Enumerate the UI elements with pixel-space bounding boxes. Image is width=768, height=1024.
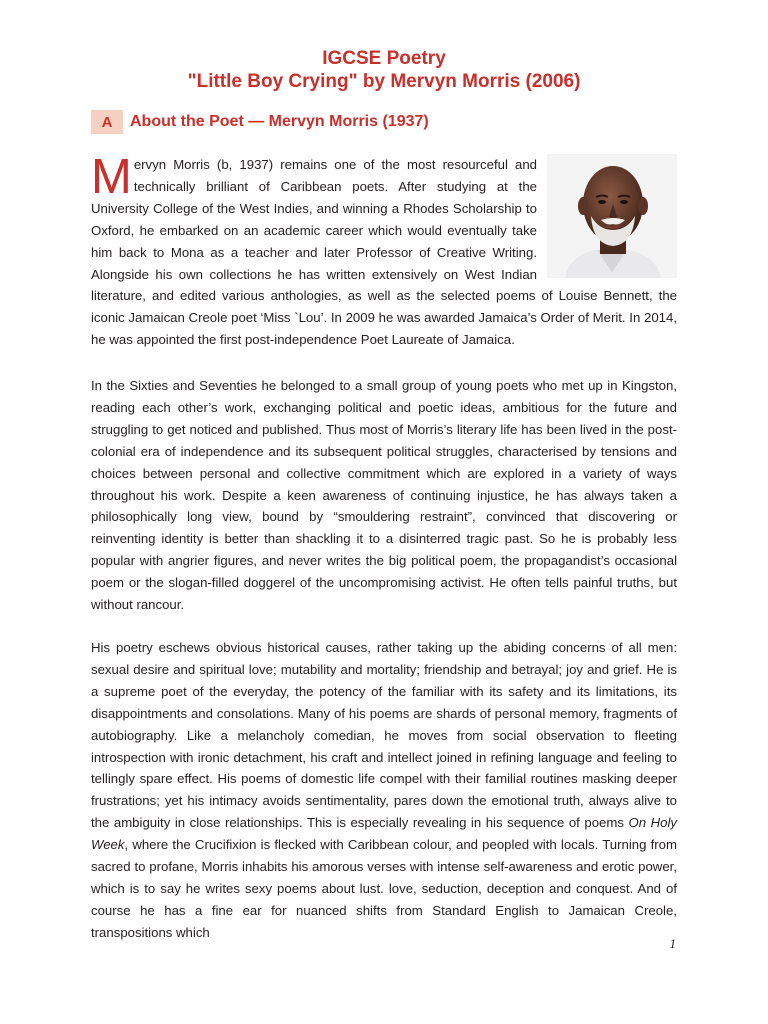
paragraph-biography-text: ervyn Morris (b, 1937) remains one of the most resourceful and technically brilliant of Caribbean poets. After studying at the University College of the West Indies, and winning a Rhodes Scholarship to Oxford, he embarked on an academic career which would eventually take him back to Mona as a teacher and later Professor of Creative Writing. Alongside his own collections he has written extensively on West Indian literature, and edited various anthologies, as well as the selected poems of Louise Bennett, the iconic Jamaican Creole poet ‘Miss `Lou’. In 2009 he was awarded Jamaica’s Order of Merit. In 2014, he was appointed the first post-independence Poet Laureate of Jamaica. xyxy=(91,157,677,348)
paragraph-themes-text-end: , where the Crucifixion is flecked with Caribbean colour, and peopled with locals. Turning from sacred to profane, Morris inhabits his amorous verses with intense self-awareness and erotic power, which is to say he writes sexy poems about lust. love, seduction, deception and conquest. And of course he has a fine ear for nuanced shifts from Standard English to Jamaican Creole, transpositions which xyxy=(91,837,677,940)
section-badge: A xyxy=(91,110,123,134)
document-title: IGCSE Poetry xyxy=(322,48,446,69)
paragraph-poetic-themes xyxy=(91,637,677,944)
paragraph-political-context: In the Sixties and Seventies he belonged to a small group of young poets who met up in Kingston, reading each other’s work, exchanging political and poetic ideas, ambitious for the future and struggling to get noticed and published. Thus most of Morris’s literary life has been lived in the post-colonial era of independence and its subsequent political struggles, characterised by tensions and choices between personal and collective commitment which are explored in a variety of ways throughout his work. Despite a keen awareness of continuing injustice, he has always taken a philosophically long view, bound by “smouldering restraint”, convinced that discovering or reinventing identity is better than shackling it to a disinterred tragic past. So he is probably less popular with angrier figures, and never writes the big political poem, the propagandist’s occasional poem or the slogan-filled doggerel of the uncompromising activist. He often tells painful truths, but without rancour. xyxy=(91,378,677,613)
poet-portrait-photo xyxy=(547,154,677,278)
section-heading xyxy=(91,110,429,134)
paragraph-biography xyxy=(91,150,677,351)
section-title: About the Poet — Mervyn Morris (1937) xyxy=(130,113,429,130)
portrait-illustration xyxy=(547,154,677,278)
document-subtitle: "Little Boy Crying" by Mervyn Morris (2006) xyxy=(187,71,581,92)
paragraph-themes-text-start: His poetry eschews obvious historical causes, rather taking up the abiding concerns of all men: sexual desire and spiritual love; mutability and mortality; friendship and betrayal; joy and grief. He is a supreme poet of the everyday, the potency of the familiar with its safety and its limitations, its disappointments and consolations. Many of his poems are shards of personal memory, fragments of autobiography. Like a melancholy comedian, he moves from social observation to fleeting introspection with ironic detachment, his craft and intellect joined in refining language and feeling to tellingly spare effect. His poems of domestic life compel with their familial routines masking deeper frustrations; yet his intimacy avoids sentimentality, pares down the emotional truth, always alive to the ambiguity in close relationships. This is especially revealing in his sequence of poems xyxy=(91,640,677,831)
page-number: 1 xyxy=(669,936,676,951)
page-header xyxy=(0,47,768,93)
book-title-italic: On Holy Week xyxy=(91,815,677,853)
drop-cap-letter: M xyxy=(91,150,132,204)
